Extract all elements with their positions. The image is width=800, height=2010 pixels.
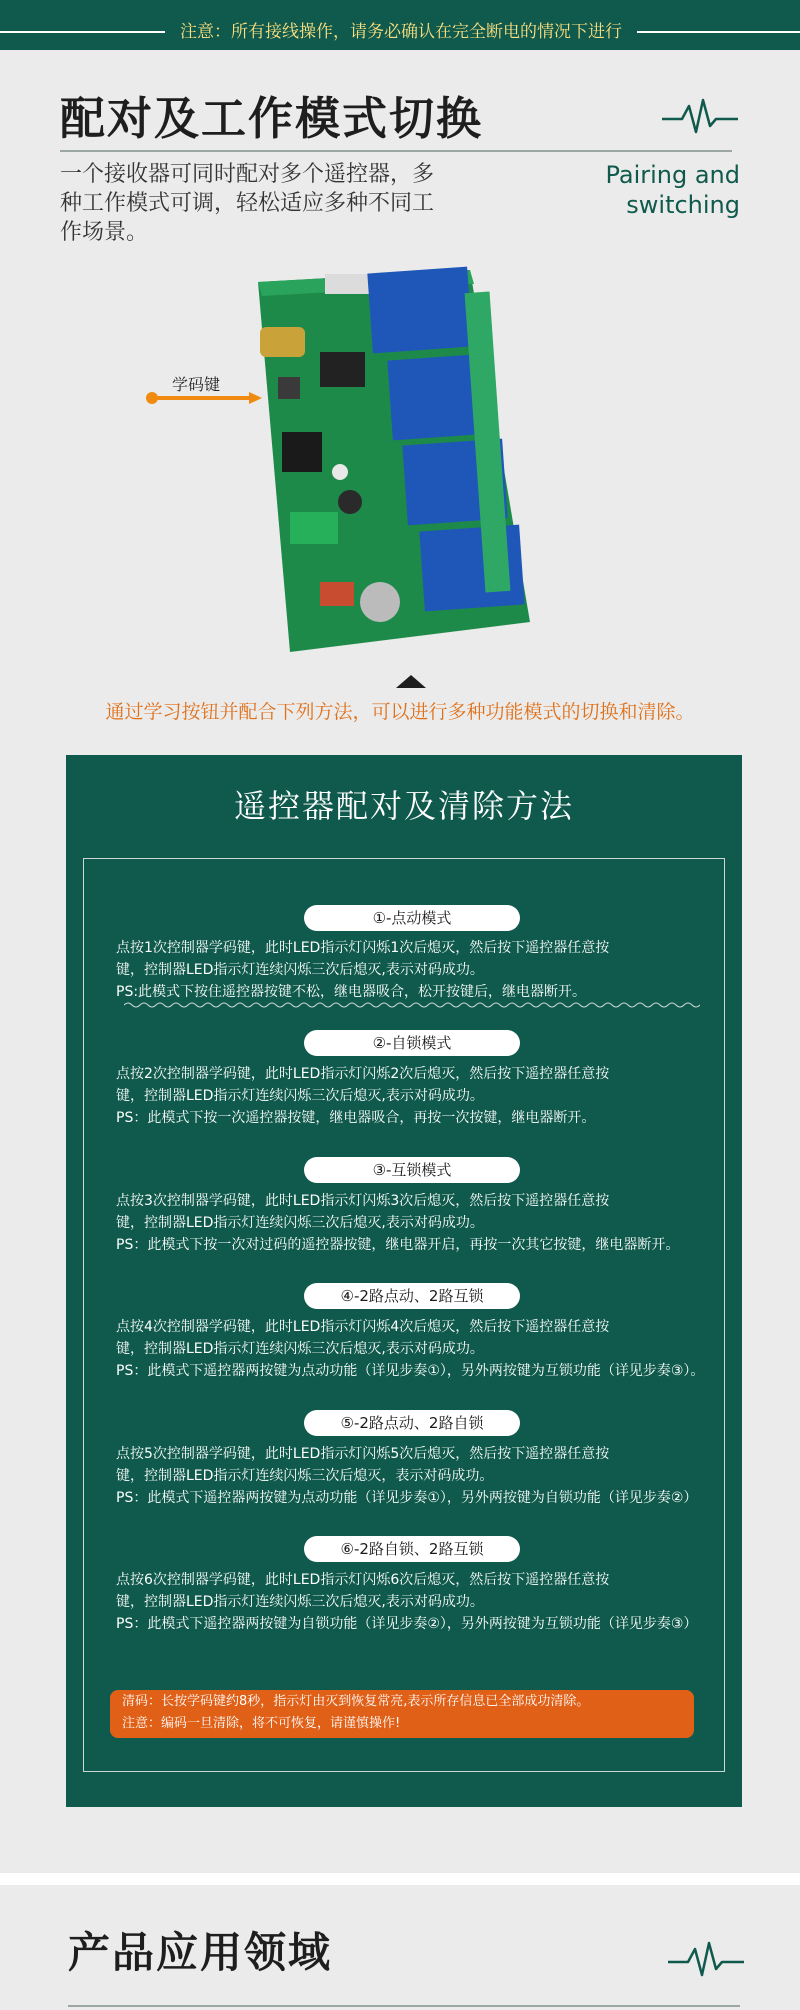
description-line: 点按6次控制器学码键，此时LED指示灯闪烁6次后熄灭，然后按下遥控器任意按 [116,1572,610,1588]
description-line: 键，控制器LED指示灯连续闪烁三次后熄灭,表示对码成功。 [116,1088,484,1104]
notice-divider-right [637,31,800,33]
heartbeat-icon [660,92,740,142]
ps-note: PS：此模式下按一次对过码的遥控器按键，继电器开启，再按一次其它按键，继电器断开。 [116,1237,680,1253]
english-subtitle-line: switching [626,191,740,219]
antenna-connector [260,327,305,357]
wavy-divider [124,1000,700,1010]
receiver-board-image [250,262,545,652]
title-divider [60,150,732,152]
application-section-title: 产品应用领域 [68,1928,333,1977]
clear-warning-text: 注意：编码一旦清除，将不可恢复，请谨慎操作! [122,1716,401,1731]
mode-1-title: ①-点动模式 [304,905,520,931]
mode-4-description [116,1316,706,1382]
learn-button [278,377,300,399]
description-line: 点按2次控制器学码键，此时LED指示灯闪烁2次后熄灭，然后按下遥控器任意按 [116,1066,610,1082]
english-subtitle [605,160,740,220]
mode-switch-caption: 通过学习按钮并配合下列方法，可以进行多种功能模式的切换和清除。 [105,701,695,723]
electrolytic-capacitor [360,582,400,622]
mode-6-description [116,1569,706,1635]
clear-code-text: 清码：长按学码键约8秒，指示灯由灭到恢复常亮,表示所存信息已全部成功清除。 [122,1694,590,1709]
ps-note: PS：此模式下遥控器两按键为点动功能（详见步奏①），另外两按键为互锁功能（详见步奏③）。 [116,1363,705,1379]
description-line: 键，控制器LED指示灯连续闪烁三次后熄灭,表示对码成功。 [116,1341,484,1357]
callout-arrow [145,391,263,405]
description-line: 键，控制器LED指示灯连续闪烁三次后熄灭,表示对码成功。 [116,1594,484,1610]
learn-button-label: 学码键 [172,375,221,394]
ps-note: PS:此模式下按住遥控器按键不松，继电器吸合，松开按键后，继电器断开。 [116,984,587,1000]
description-line: 键，控制器LED指示灯连续闪烁三次后熄灭,表示对码成功。 [116,1215,484,1231]
mode-5-title: ⑤-2路点动、2路自锁 [304,1410,520,1436]
description-line: 点按5次控制器学码键，此时LED指示灯闪烁5次后熄灭，然后按下遥控器任意按 [116,1446,610,1462]
clear-code-notice [110,1690,694,1738]
capacitor [338,490,362,514]
top-notice-bar [0,0,800,50]
description-line: 键，控制器LED指示灯连续闪烁三次后熄灭，表示对码成功。 [116,1468,494,1484]
dc-jack [282,432,322,472]
ps-note: PS：此模式下遥控器两按键为点动功能（详见步奏①），另外两按键为自锁功能（详见步奏②） [116,1490,698,1506]
top-notice-text: 注意：所有接线操作，请务必确认在完全断电的情况下进行 [180,22,622,42]
mode-2-description [116,1063,706,1129]
power-terminal [290,512,338,544]
ps-note: PS：此模式下按一次遥控器按键，继电器吸合，再按一次按键，继电器断开。 [116,1110,596,1126]
intro-line: 种工作模式可调，轻松适应多种不同工 [60,191,435,216]
intro-text [60,160,515,247]
ps-note: PS：此模式下遥控器两按键为自锁功能（详见步奏②），另外两按键为互锁功能（详见步奏③） [116,1616,698,1632]
mode-4-title: ④-2路点动、2路互锁 [304,1283,520,1309]
description-line: 点按4次控制器学码键，此时LED指示灯闪烁4次后熄灭，然后按下遥控器任意按 [116,1319,610,1335]
notice-divider-left [0,31,165,33]
mode-5-description [116,1443,706,1509]
mode-3-title: ③-互锁模式 [304,1157,520,1183]
english-subtitle-line: Pairing and [605,161,740,189]
fuse [320,582,354,606]
section-separator [0,1873,800,1885]
description-line: 点按1次控制器学码键，此时LED指示灯闪烁1次后熄灭，然后按下遥控器任意按 [116,940,610,956]
mode-3-description [116,1190,706,1256]
mode-2-title: ②-自锁模式 [304,1030,520,1056]
intro-line: 一个接收器可同时配对多个遥控器，多 [60,162,435,187]
description-line: 点按3次控制器学码键，此时LED指示灯闪烁3次后熄灭，然后按下遥控器任意按 [116,1193,610,1209]
description-line: 键，控制器LED指示灯连续闪烁三次后熄灭,表示对码成功。 [116,962,484,978]
mode-6-title: ⑥-2路自锁、2路互锁 [304,1536,520,1562]
title-divider [68,2005,740,2007]
led [332,464,348,480]
section-title: 配对及工作模式切换 [60,92,484,145]
mode-1-description [116,937,706,1003]
chip [320,352,365,387]
pointer-triangle [396,675,426,688]
heartbeat-icon [666,1935,746,1985]
intro-line: 作场景。 [60,220,149,245]
panel-title: 遥控器配对及清除方法 [233,787,574,825]
